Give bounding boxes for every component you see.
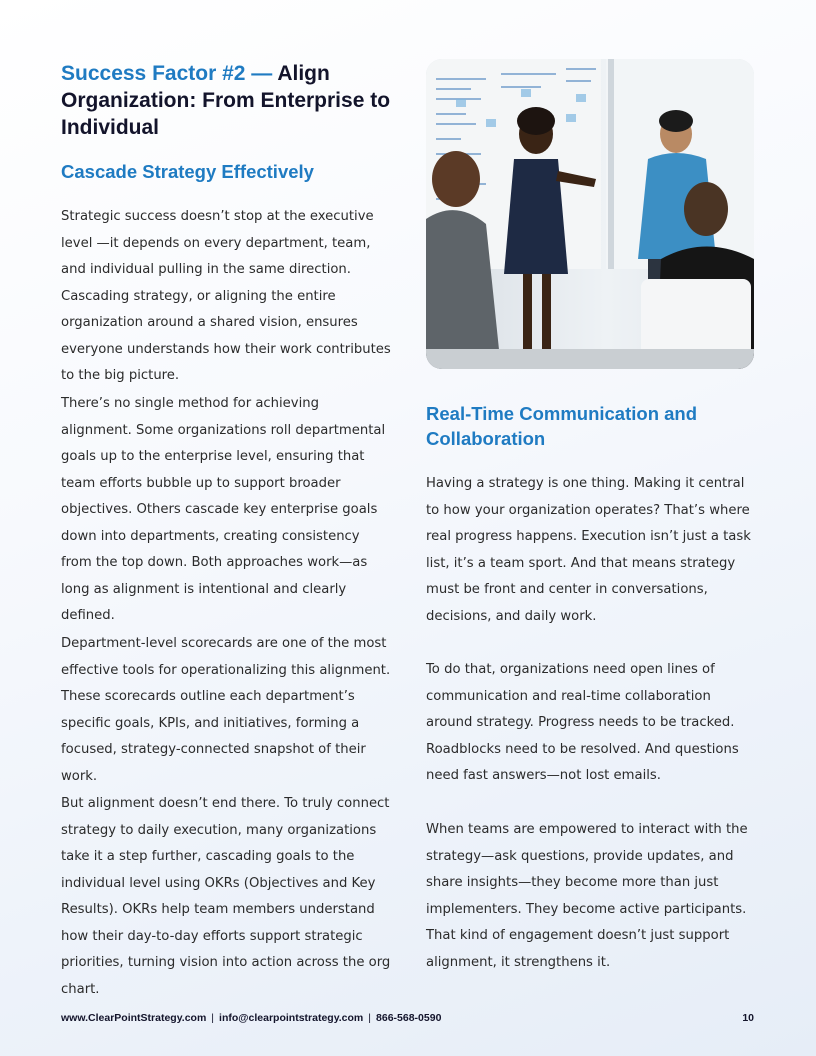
footer-website-link[interactable]: www.ClearPointStrategy.com [61,1012,207,1024]
left-paragraph-3: Department-level scorecards are one of the most effective tools for operationalizing this alignment. These scorecards outline each department’s specific goals, KPIs, and initiatives, forming a focused, strategy-connected snapshot of their work. [61,636,391,784]
footer-separator: | [211,1012,215,1024]
cascade-strategy-heading: Cascade Strategy Effectively [61,161,314,182]
realtime-communication-heading: Real-Time Communication and Collaboration [426,403,698,449]
left-paragraph-2: There’s no single method for achieving alignment. Some organizations roll departmental goals up to the enterprise level, ensuring that team efforts bubble up to support broader objectives. Others cascade key enterprise goals down into departments, creating consistency from the top down. Both approaches work—as long as alignment is intentional and clearly defined. [61,396,386,623]
left-paragraph-1: Strategic success doesn’t stop at the executive level —it depends on every department, team, and individual pulling in the same direction. Cascading strategy, or aligning the entire organization around a shared vision, ensures everyone understands how their work contributes to the big picture. [61,209,391,383]
right-paragraph-2: To do that, organizations need open lines of communication and real-time collaboration around strategy. Progress needs to be tracked. Roadblocks need to be resolved. And questions need fast answers—not lost emails. [426,662,739,783]
title-rest: Align Organization: From Enterprise to Individual [61,62,391,139]
photo-illustration [426,59,754,369]
page-number: 10 [742,1012,754,1024]
page-title [61,60,391,141]
right-paragraph-1: Having a strategy is one thing. Making it central to how your organization operates? That’s where real progress happens. Execution isn’t just a task list, it’s a team sport. And that means strategy must be front and center in conversations, decisions, and daily work. [426,476,751,624]
team-meeting-photo [426,59,754,369]
footer-separator: | [368,1012,372,1024]
title-accent: Success Factor #2 — [61,62,273,85]
footer-contact [61,1012,441,1024]
footer-phone: 866-568-0590 [376,1012,442,1024]
footer-email-link[interactable]: info@clearpointstrategy.com [219,1012,364,1024]
right-paragraph-3: When teams are empowered to interact with the strategy—ask questions, provide updates, and share insights—they become more than just implementers. They become active participants. That kind of engagement doesn’t just support alignment, it strengthens it. [426,822,748,970]
left-paragraph-4: But alignment doesn’t end there. To truly connect strategy to daily execution, many organizations take it a step further, cascading goals to the individual level using OKRs (Objectives and Key Results). OKRs help team members understand how their day-to-day efforts support strategic priorities, turning vision into action across the org chart. [61,796,391,997]
